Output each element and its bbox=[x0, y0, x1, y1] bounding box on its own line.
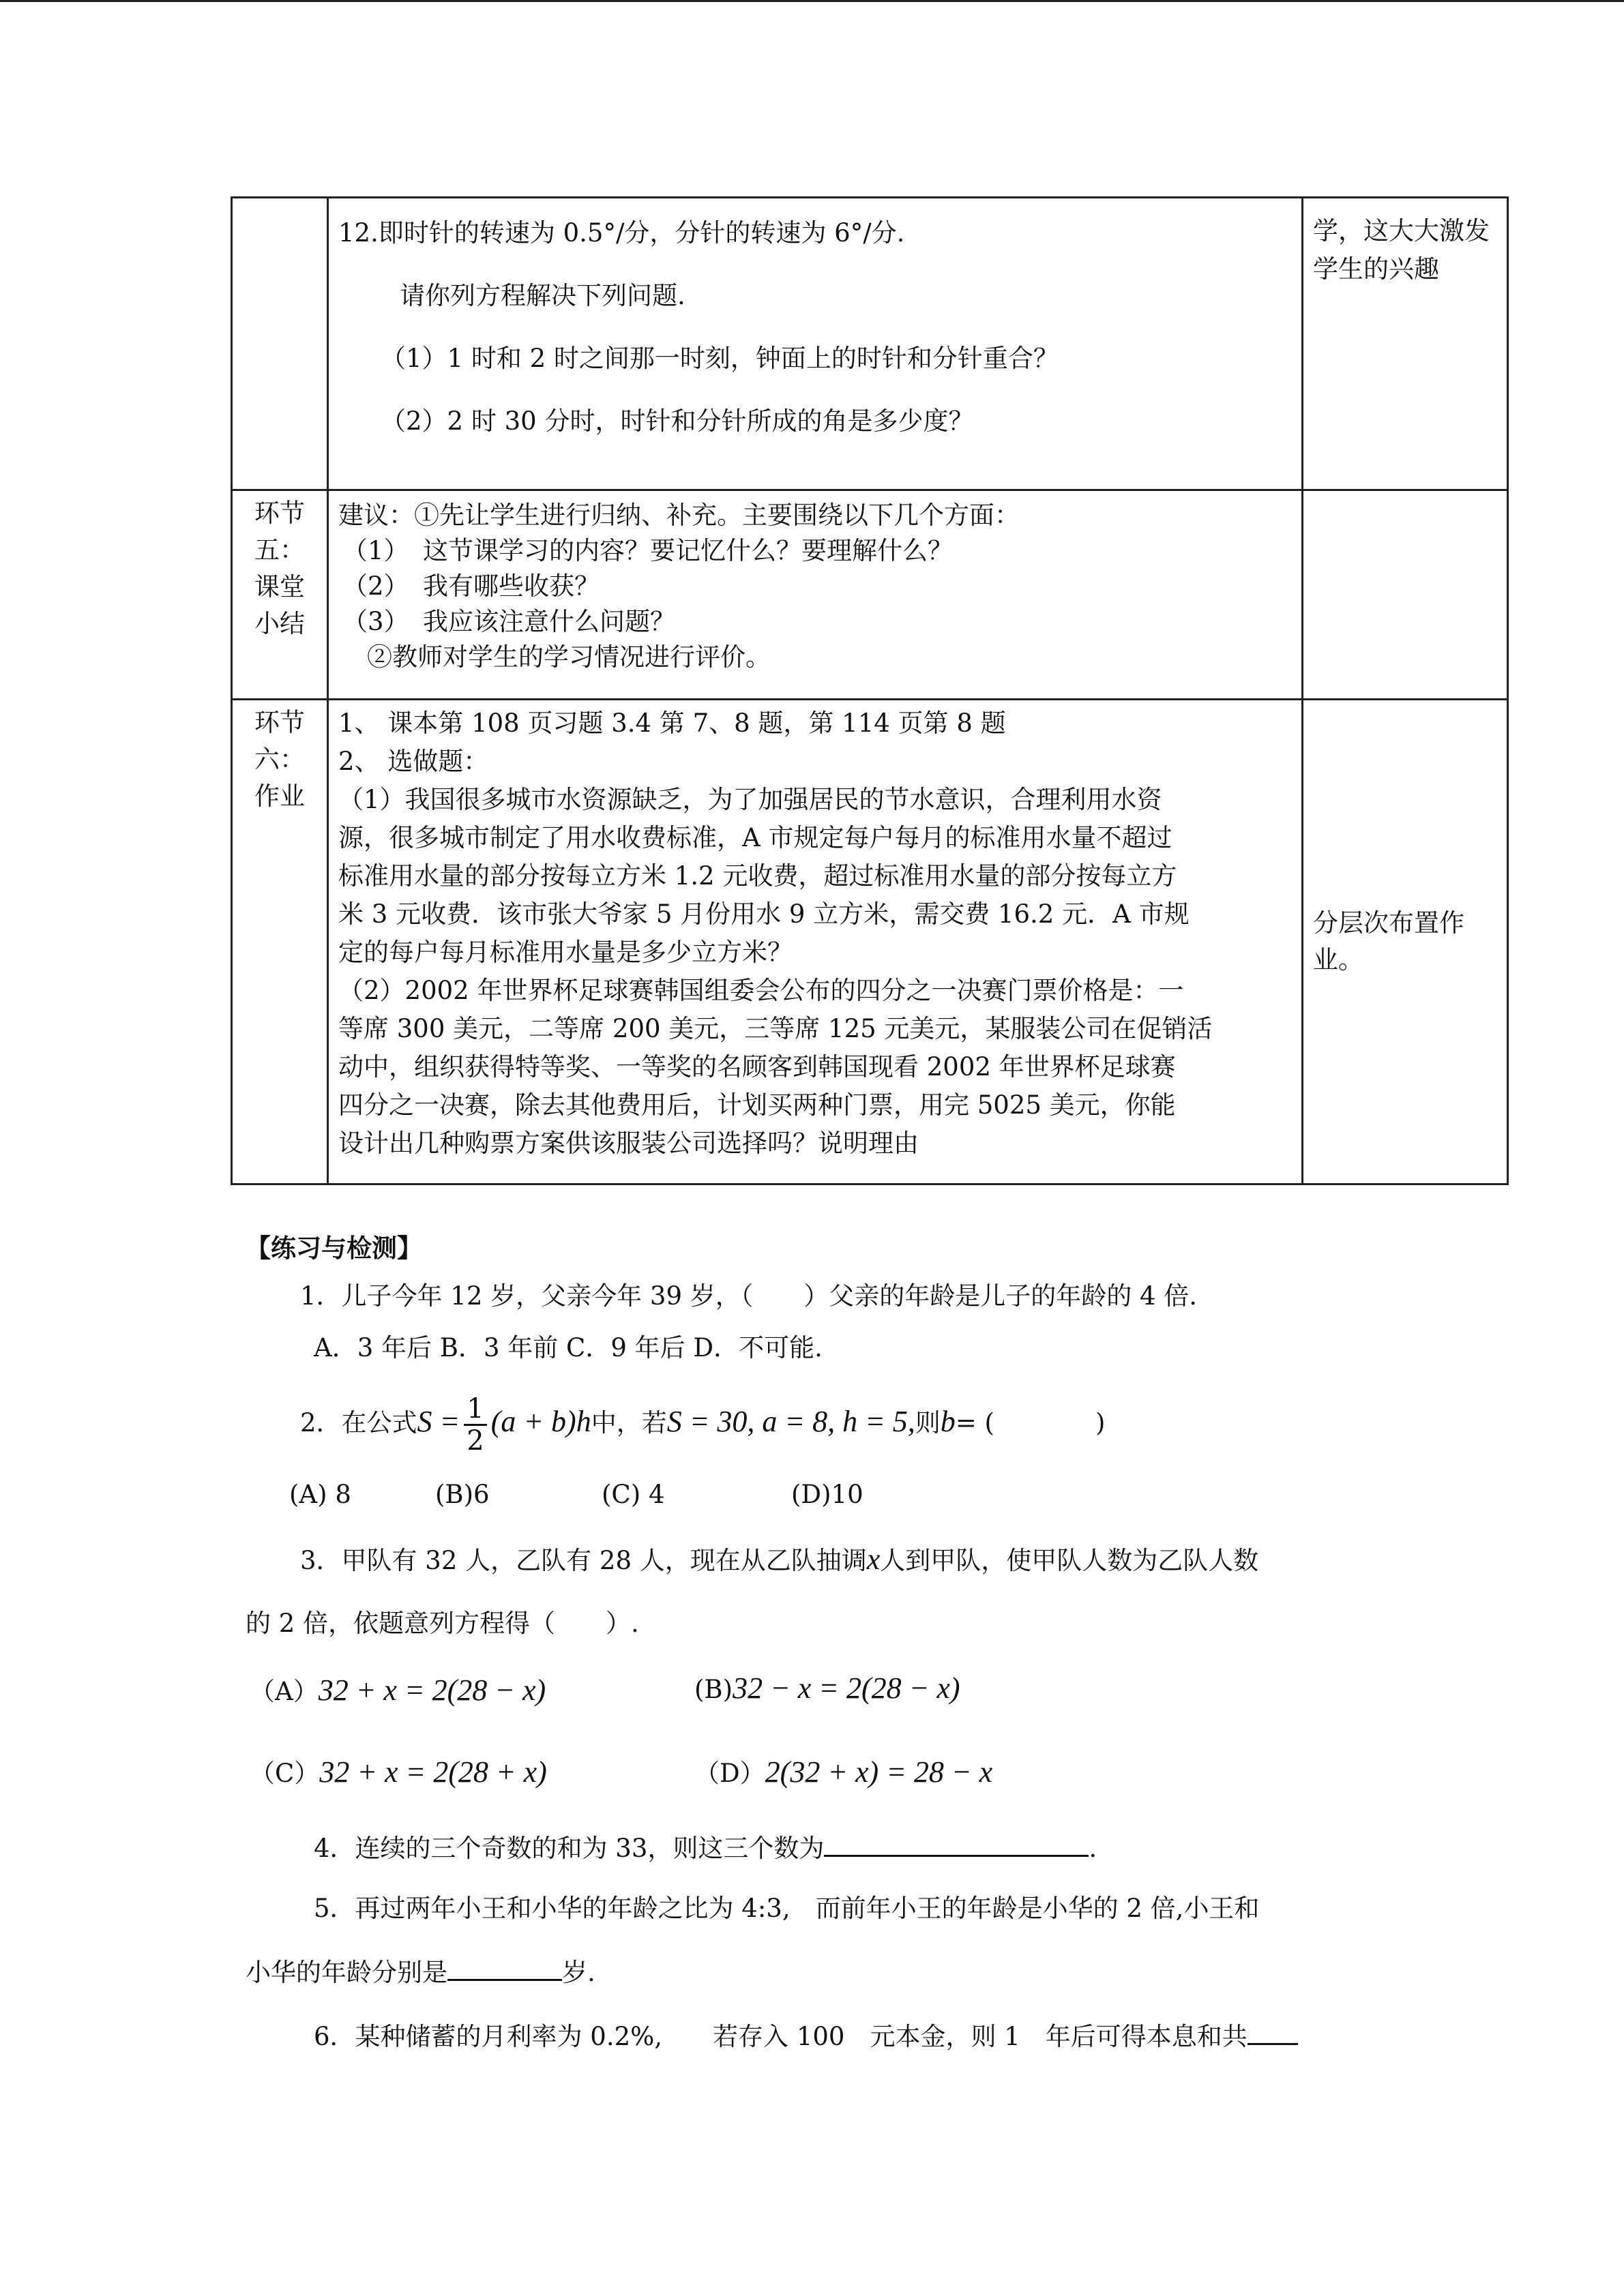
question-2-option-b: (B)6 bbox=[435, 1480, 490, 1509]
question-2-condition: S = 30, a = 8, h = 5, bbox=[666, 1405, 915, 1438]
row-label: 环节五：课堂小结 bbox=[232, 490, 328, 700]
question-3-option-b bbox=[694, 1671, 960, 1705]
question-3-option-d bbox=[694, 1753, 992, 1789]
option-label: （D） bbox=[694, 1759, 765, 1788]
question-1: 1．儿子今年 12 岁，父亲今年 39 岁，（ ）父亲的年龄是儿子的年龄的 4 倍. bbox=[300, 1281, 1198, 1311]
homework-line: 动中，组织获得特等奖、一等奖的名顾客到韩国现看 2002 年世界杯足球赛 bbox=[338, 1052, 1176, 1082]
question-3-line-2: 的 2 倍，依题意列方程得（ ）. bbox=[246, 1609, 639, 1638]
question-3-option-c bbox=[250, 1753, 547, 1789]
option-equation: 32 − x = 2(28 − x) bbox=[733, 1671, 960, 1705]
homework-line: （1）我国很多城市水资源缺乏，为了加强居民的节水意识，合理利用水资 bbox=[338, 785, 1162, 814]
clock-speed-text: 12.即时针的转速为 0.5°/分，分针的转速为 6°/分. bbox=[338, 218, 905, 248]
question-2-tail: = ( ) bbox=[955, 1408, 1106, 1437]
option-label: (B) bbox=[694, 1675, 733, 1704]
homework-line: 四分之一决赛，除去其他费用后，计划买两种门票，用完 5025 美元，你能 bbox=[338, 1090, 1176, 1120]
question-5-line-1: 5．再过两年小王和小华的年龄之比为 4:3, 而前年小王的年龄是小华的 2 倍,小王和 bbox=[314, 1894, 1260, 1923]
question-2-prefix: 2．在公式 bbox=[300, 1408, 417, 1437]
question-4 bbox=[314, 1828, 1097, 1864]
question-2-then: 则 bbox=[915, 1408, 941, 1437]
summary-item bbox=[338, 604, 1292, 640]
question-2-option-d: (D)10 bbox=[791, 1480, 863, 1509]
question-2: （2）2 时 30 分时，时针和分针所成的角是多少度？ bbox=[381, 406, 974, 436]
summary-item-text: 这节课学习的内容？要记忆什么？要理解什么？ bbox=[423, 536, 953, 565]
question-3-text: 3．甲队有 32 人，乙队有 28 人，现在从乙队抽调 bbox=[300, 1546, 867, 1575]
summary-cell bbox=[328, 490, 1303, 700]
lesson-plan-table bbox=[231, 196, 1509, 1185]
question-2-option-a: (A) 8 bbox=[289, 1480, 351, 1509]
clock-problem-cell bbox=[328, 198, 1303, 490]
summary-item-text: 我有哪些收获？ bbox=[423, 571, 600, 601]
question-4-end: . bbox=[1089, 1834, 1097, 1863]
homework-line: 米 3 元收费．该市张大爷家 5 月份用水 9 立方米，需交费 16.2 元．A 市规 bbox=[338, 899, 1190, 929]
summary-item-number: （2） bbox=[342, 571, 409, 601]
fraction-denominator: 2 bbox=[467, 1425, 484, 1457]
homework-cell bbox=[328, 700, 1303, 1184]
summary-item bbox=[338, 569, 1292, 604]
fraction-numerator: 1 bbox=[464, 1394, 486, 1426]
note-cell bbox=[1303, 700, 1508, 1184]
table-row bbox=[232, 700, 1508, 1184]
homework-line: 1、 课本第 108 页习题 3.4 第 7、8 题，第 114 页第 8 题 bbox=[338, 709, 1006, 738]
note-cell bbox=[1303, 490, 1508, 700]
answer-blank[interactable] bbox=[1247, 2039, 1298, 2045]
instruction-text: 请你列方程解决下列问题. bbox=[400, 281, 685, 310]
formula-rhs: (a + b)h bbox=[490, 1405, 591, 1438]
page-top-border bbox=[0, 0, 1624, 2]
homework-line: （2）2002 年世界杯足球赛韩国组委会公布的四分之一决赛门票价格是：一 bbox=[338, 976, 1184, 1005]
answer-blank[interactable] bbox=[824, 1851, 1089, 1857]
variable-x: x bbox=[866, 1542, 881, 1576]
homework-line: 源，很多城市制定了用水收费标准，A 市规定每户每月的标准用水量不超过 bbox=[338, 823, 1172, 852]
homework-line: 2、 选做题： bbox=[338, 747, 489, 776]
practice-heading: 【练习与检测】 bbox=[246, 1234, 422, 1263]
note-text: 分层次布置作业。 bbox=[1313, 908, 1464, 974]
summary-item-number: （1） bbox=[342, 536, 409, 565]
question-2-unknown: b bbox=[940, 1405, 956, 1438]
summary-item-number: （3） bbox=[342, 607, 409, 636]
formula-lhs: S = bbox=[417, 1405, 460, 1438]
question-2-option-c: (C) 4 bbox=[602, 1480, 665, 1509]
question-2-mid: 中，若 bbox=[591, 1408, 667, 1437]
note-cell bbox=[1303, 198, 1508, 490]
question-1-options: A．3 年后 B．3 年前 C．9 年后 D．不可能. bbox=[314, 1333, 823, 1362]
question-1: （1）1 时和 2 时之间那一时刻，钟面上的时针和分针重合？ bbox=[381, 344, 1059, 373]
option-label: （A） bbox=[250, 1677, 319, 1706]
homework-line: 设计出几种购票方案供该服装公司选择吗？说明理由 bbox=[338, 1129, 919, 1158]
summary-item bbox=[338, 533, 1292, 569]
option-equation: 2(32 + x) = 28 − x bbox=[765, 1755, 993, 1789]
homework-line: 等席 300 美元，二等席 200 美元，三等席 125 元美元，某服装公司在促销活 bbox=[338, 1014, 1213, 1043]
homework-line: 标准用水量的部分按每立方米 1.2 元收费，超过标准用水量的部分按每立方 bbox=[338, 861, 1177, 891]
answer-blank[interactable] bbox=[447, 1975, 562, 1981]
note-text: 学，这大大激发学生的兴趣 bbox=[1313, 216, 1490, 284]
row-label bbox=[232, 198, 328, 490]
question-3-text-tail: 人到甲队，使甲队人数为乙队人数 bbox=[880, 1546, 1259, 1575]
table-row bbox=[232, 490, 1508, 700]
question-3-line-1 bbox=[300, 1540, 1258, 1577]
option-equation: 32 + x = 2(28 − x) bbox=[318, 1673, 546, 1707]
question-2 bbox=[300, 1391, 1105, 1456]
question-5-text: 小华的年龄分别是 bbox=[246, 1958, 447, 1987]
row-label: 环节六：作业 bbox=[232, 700, 328, 1184]
option-label: （C） bbox=[250, 1759, 320, 1788]
question-6 bbox=[314, 2016, 1298, 2053]
question-3-option-a bbox=[250, 1671, 546, 1708]
question-4-text: 4．连续的三个奇数的和为 33，则这三个数为 bbox=[314, 1834, 825, 1863]
fraction bbox=[464, 1394, 486, 1456]
question-5-end: 岁. bbox=[562, 1958, 595, 1987]
summary-item-text: 我应该注意什么问题？ bbox=[423, 607, 675, 636]
summary-suggestion: 建议：①先让学生进行归纳、补充。主要围绕以下几个方面： bbox=[338, 501, 1020, 530]
option-equation: 32 + x = 2(28 + x) bbox=[319, 1755, 547, 1789]
question-5-line-2 bbox=[246, 1952, 595, 1988]
question-6-text: 6．某种储蓄的月利率为 0.2%, 若存入 100 元本金，则 1 年后可得本息和共 bbox=[314, 2022, 1247, 2051]
homework-line: 定的每户每月标准用水量是多少立方米？ bbox=[338, 938, 793, 967]
teacher-evaluation: ②教师对学生的学习情况进行评价。 bbox=[367, 642, 771, 672]
table-row bbox=[232, 198, 1508, 490]
